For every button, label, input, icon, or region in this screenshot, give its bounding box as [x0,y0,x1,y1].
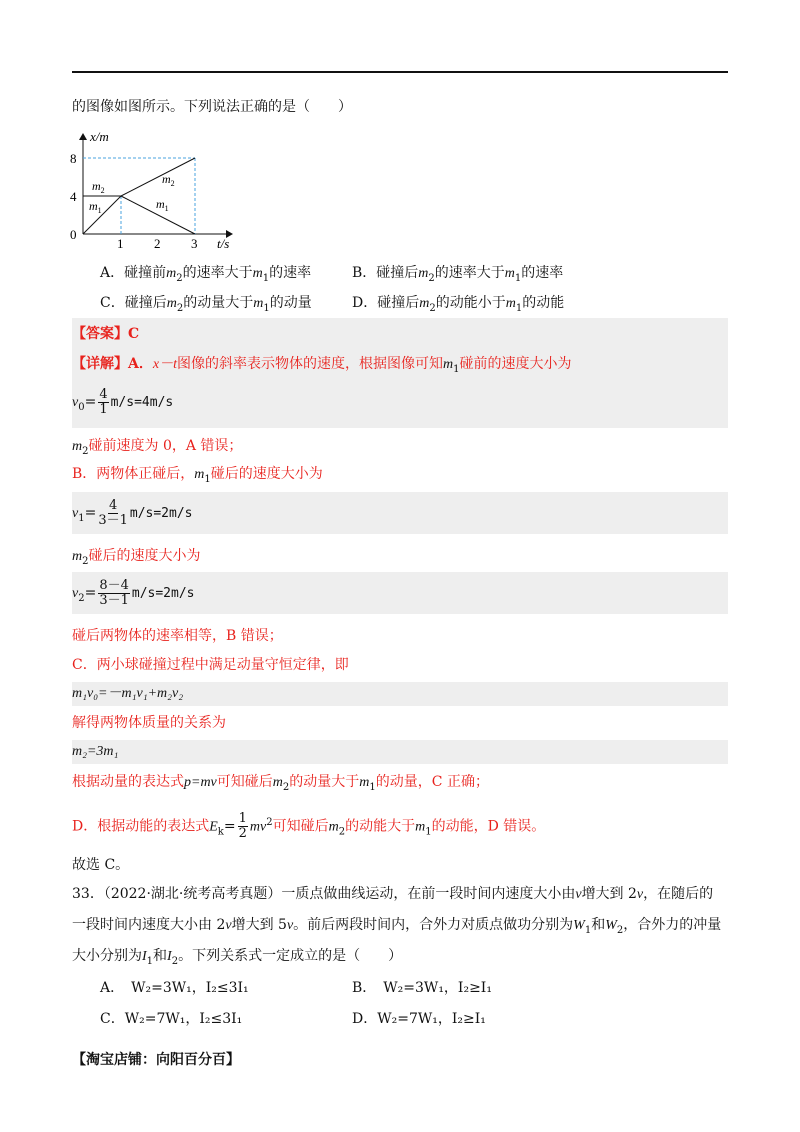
m2-line-after [121,158,195,196]
equation-mass: m₂=3m₁ [72,744,119,759]
option-b[interactable]: B．碰撞后$m_2$的速率大于$m_1$的速率 [352,265,564,284]
q33-line-3: 大小分别为$I_1$和$I_2$。下列关系式一定成立的是（ ） [72,948,403,967]
detail-m2-before: $m_2$碰前速度为 0，A 错误； [72,438,243,457]
y-tick-8: 8 [70,151,77,166]
q33-option-c[interactable]: C．W₂=7W₁，I₂≤3I₁ [100,1011,243,1027]
answer-label: 【答案】C [72,326,140,342]
label-m1-left: $m_1$ [89,199,102,215]
y-tick-0: 0 [70,227,77,242]
option-c[interactable]: C．碰撞后$m_2$的动量大于$m_1$的动量 [100,295,312,314]
q33-option-a[interactable]: A． W₂=3W₁，I₂≤3I₁ [100,980,249,996]
detail-b-conclusion: 碰后两物体的速率相等，B 错误； [72,628,283,644]
x-tick-2: 2 [154,236,161,250]
label-m2-right: $m_2$ [162,172,175,188]
q33-option-b[interactable]: B． W₂=3W₁，I₂≥I₁ [352,980,492,996]
header-rule [72,71,728,73]
x-tick-1: 1 [117,236,124,250]
footer-shop: 【淘宝店铺：向阳百分百】 [72,1052,240,1068]
equation-momentum: m₁v₀=－m₁v₁+m₂v₂ [72,686,184,701]
y-tick-4: 4 [70,189,77,204]
detail-m2-after: $m_2$碰后的速度大小为 [72,548,201,567]
label-m2-left: $m_2$ [92,179,105,195]
detail-line-c: C．两小球碰撞过程中满足动量守恒定律，即 [72,657,349,673]
question-stem-tail: 的图像如图所示。下列说法正确的是（ ） [72,99,352,115]
x-tick-3: 3 [191,236,198,250]
equation-v1: $v_1=$ $\frac{4}{3-1}$ m/s=2m/s [72,497,193,528]
detail-solve-line: 解得两物体质量的关系为 [72,715,226,731]
detail-line-b: B．两物体正碰后，$m_1$碰后的速度大小为 [72,466,323,485]
detail-c-conclusion: 根据动量的表达式p=mv可知碰后$m_2$的动量大于$m_1$的动量，C 正确； [72,774,489,793]
equation-v0: $v_0=$ $\frac{4}{1}$ m/s=4m/s [72,386,174,417]
x-axis-label: t/s [217,236,230,250]
q33-line-2: 一段时间内速度大小由 2v增大到 5v。前后两段时间内，合外力对质点做功分别为$W_1$和$W_2$，合外力的冲量 [72,917,722,936]
q33-line-1: 33．（2022·湖北·统考高考真题）一质点做曲线运动，在前一段时间内速度大小由v增大到 2v，在随后的 [72,886,714,902]
detail-line-d: D．根据动能的表达式$E_k=$ $\frac{1}{2}$ $mv^2$可知碰后$m_2$的动能大于$m_1$的动能，D 错误。 [72,811,546,842]
y-axis-label: x/m [90,129,109,144]
equation-v2: $v_2=$ $\frac{8-4}{3-1}$ m/s=2m/s [72,577,195,608]
option-a[interactable]: A．碰撞前$m_2$的速率大于$m_1$的速率 [100,265,312,284]
detail-final: 故选 C。 [72,857,130,873]
label-m1-right: $m_1$ [156,197,169,213]
position-time-graph [60,128,240,250]
detail-line-a: 【详解】A．x－t图像的斜率表示物体的速度，根据图像可知$m_1$碰前的速度大小为 [72,356,572,375]
q33-option-d[interactable]: D．W₂=7W₁，I₂≥I₁ [352,1011,486,1027]
option-d[interactable]: D．碰撞后$m_2$的动能小于$m_1$的动能 [352,295,565,314]
formula-shade-mass [72,740,728,764]
